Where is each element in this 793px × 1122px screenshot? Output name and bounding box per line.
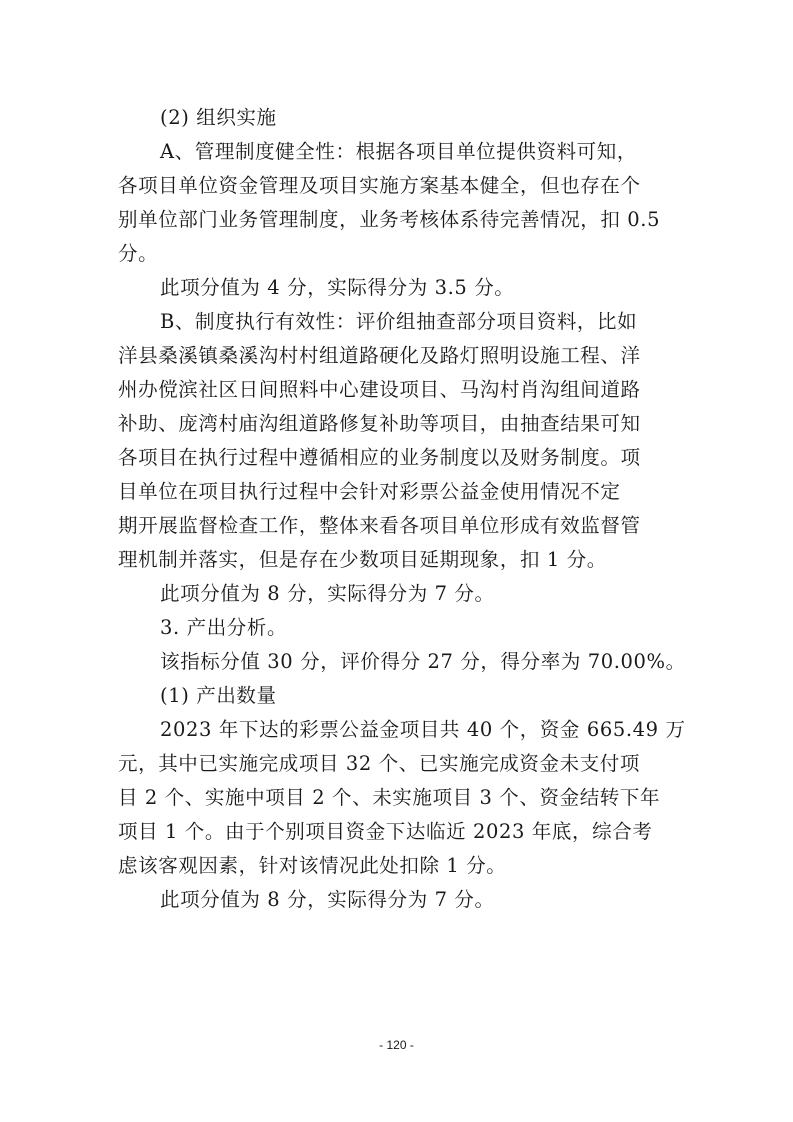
text-line: (1) 产出数量 xyxy=(160,684,277,707)
text-line: 各项目在执行过程中遵循相应的业务制度以及财务制度。项 xyxy=(118,446,641,469)
text-line: 元，其中已实施完成项目 32 个、已实施完成资金未支付项 xyxy=(118,752,641,775)
text-line: 补助、庞湾村庙沟组道路修复补助等项目，由抽查结果可知 xyxy=(118,412,641,435)
text-line: 期开展监督检查工作，整体来看各项目单位形成有效监督管 xyxy=(118,514,641,537)
text-line: 理机制并落实，但是存在少数项目延期现象，扣 1 分。 xyxy=(118,548,607,571)
document-body xyxy=(118,101,686,917)
text-line: 虑该客观因素，针对该情况此处扣除 1 分。 xyxy=(118,854,507,877)
text-line: 各项目单位资金管理及项目实施方案基本健全，但也存在个 xyxy=(118,174,641,197)
text-line: 2023 年下达的彩票公益金项目共 40 个，资金 665.49 万 xyxy=(160,718,686,741)
text-line: 此项分值为 4 分，实际得分为 3.5 分。 xyxy=(160,276,515,299)
text-line: B、制度执行有效性：评价组抽查部分项目资料，比如 xyxy=(160,310,638,333)
text-line: 项目 1 个。由于个别项目资金下达临近 2023 年底，综合考 xyxy=(118,820,653,843)
text-line: 此项分值为 8 分，实际得分为 7 分。 xyxy=(160,582,495,605)
text-line: 州办傥滨社区日间照料中心建设项目、马沟村肖沟组间道路 xyxy=(118,378,641,401)
text-line: 分。 xyxy=(118,242,159,265)
text-line: A、管理制度健全性：根据各项目单位提供资料可知， xyxy=(160,140,637,163)
text-line: 3. 产出分析。 xyxy=(160,616,288,639)
text-line: 此项分值为 8 分，实际得分为 7 分。 xyxy=(160,888,495,911)
page-number: - 120 - xyxy=(379,1038,414,1052)
text-line: 洋县桑溪镇桑溪沟村村组道路硬化及路灯照明设施工程、洋 xyxy=(118,344,641,367)
text-line: 目 2 个、实施中项目 2 个、未实施项目 3 个、资金结转下年 xyxy=(118,786,661,809)
text-line: 别单位部门业务管理制度，业务考核体系待完善情况，扣 0.5 xyxy=(118,208,661,231)
text-line: 目单位在项目执行过程中会针对彩票公益金使用情况不定 xyxy=(118,480,621,503)
text-line: 该指标分值 30 分，评价得分 27 分，得分率为 70.00%。 xyxy=(160,650,686,673)
text-line: (2) 组织实施 xyxy=(160,106,277,129)
